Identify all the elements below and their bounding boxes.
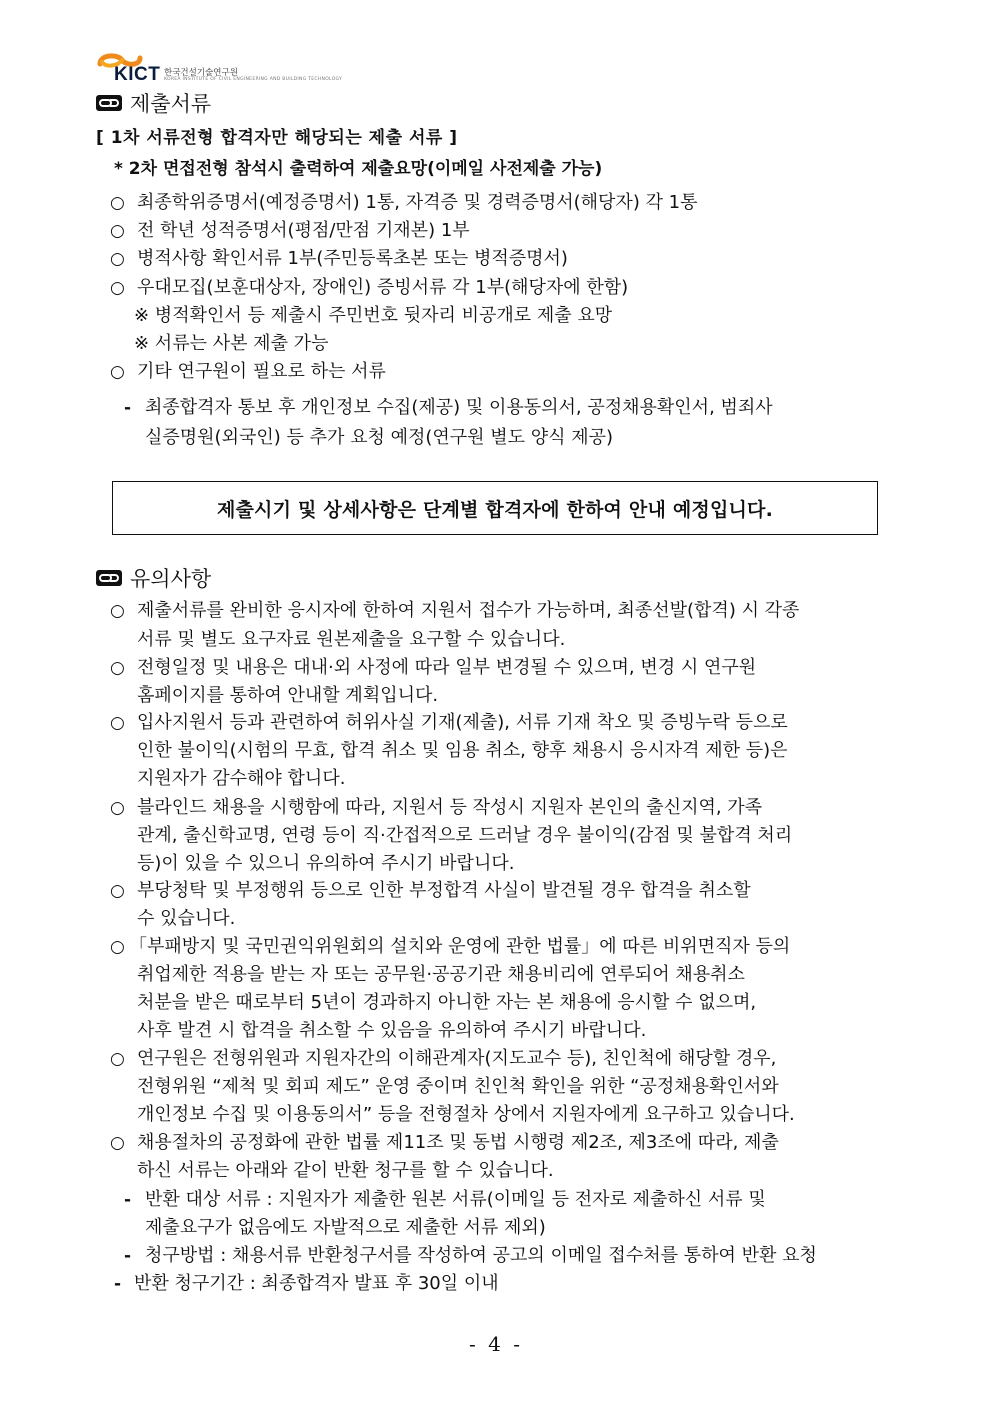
logo-org-sub: KOREA INSTITUTE OF CIVIL ENGINEERING AND BUILDING TECHNOLOGY (164, 77, 343, 82)
caution-line: 하신 서류는 아래와 같이 반환 청구를 할 수 있습니다. (137, 1160, 554, 1181)
caution-bullet: ○ (110, 1049, 125, 1069)
docs-dash: - (124, 398, 132, 418)
caution-line: 수 있습니다. (137, 908, 236, 929)
docs-heading-text: 제출서류 (130, 92, 212, 116)
caution-bullet: ○ (110, 798, 125, 818)
docs-bullet: ○ (110, 249, 125, 269)
caution-heading-text: 유의사항 (130, 567, 212, 591)
docs-subheading: [ 1차 서류전형 합격자만 해당되는 제출 서류 ] (96, 128, 458, 148)
caution-line: 인한 불이익(시험의 무효, 합격 취소 및 임용 취소, 향후 채용시 응시자격 제한 등)은 (137, 740, 788, 761)
caution-line: 개인정보 수집 및 이용동의서” 등을 전형절차 상에서 지원자에게 요구하고 있습니다. (137, 1104, 795, 1125)
docs-section-heading (96, 88, 211, 118)
caution-dash-line: 청구방법 : 채용서류 반환청구서를 작성하여 공고의 이메일 접수처를 통하여 반환 요청 (145, 1245, 817, 1266)
docs-bullet: ○ (110, 221, 125, 241)
docs-remark: ※ 병적확인서 등 제출시 주민번호 뒷자리 비공개로 제출 요망 (134, 305, 613, 326)
logo-org-name: 한국건설기술연구원 (164, 68, 238, 78)
caution-bullet: ○ (110, 937, 125, 957)
docs-item: 우대모집(보훈대상자, 장애인) 증빙서류 각 1부(해당자에 한함) (137, 277, 629, 298)
logo-brand: KICT (114, 64, 161, 85)
docs-bullet: ○ (110, 193, 125, 213)
caution-line: 취업제한 적용을 받는 자 또는 공무원·공공기관 채용비리에 연루되어 채용취소 (137, 964, 745, 985)
caution-line: 전형일정 및 내용은 대내·외 사정에 따라 일부 변경될 수 있으며, 변경 시 연구원 (137, 657, 757, 678)
page-number: - 4 - (469, 1332, 523, 1356)
caution-dash-line: 반환 대상 서류 : 지원자가 제출한 원본 서류(이메일 등 전자로 제출하신 서류 및 (145, 1189, 766, 1210)
docs-dash-line: 최종합격자 통보 후 개인정보 수집(제공) 및 이용동의서, 공정채용확인서, 범죄사 (145, 397, 773, 418)
caution-bullet: ○ (110, 713, 125, 733)
docs-dash-line: 실증명원(외국인) 등 추가 요청 예정(연구원 별도 양식 제공) (145, 427, 614, 448)
docs-item: 병적사항 확인서류 1부(주민등록초본 또는 병적증명서) (137, 248, 568, 269)
caution-bullet: ○ (110, 881, 125, 901)
caution-line: 홈페이지를 통하여 안내할 계획입니다. (137, 685, 439, 706)
notice-text: 제출시기 및 상세사항은 단계별 합격자에 한하여 안내 예정입니다. (216, 498, 774, 521)
caution-line: 서류 및 별도 요구자료 원본제출을 요구할 수 있습니다. (137, 629, 566, 650)
link-icon (96, 570, 122, 586)
caution-line: 사후 발견 시 합격을 취소할 수 있음을 유의하여 주시기 바랍니다. (137, 1020, 647, 1041)
caution-dash: - (124, 1190, 132, 1210)
docs-bullet: ○ (110, 278, 125, 298)
caution-dash: - (124, 1246, 132, 1266)
caution-dash-line: 반환 청구기간 : 최종합격자 발표 후 30일 이내 (134, 1273, 499, 1294)
caution-line: 채용절차의 공정화에 관한 법률 제11조 및 동법 시행령 제2조, 제3조에 따라, 제출 (137, 1132, 779, 1153)
caution-line: 전형위원 “제척 및 회피 제도” 운영 중이며 친인척 확인을 위한 “공정채용확인서와 (137, 1076, 779, 1097)
caution-section-heading (96, 563, 211, 593)
docs-item: 기타 연구원이 필요로 하는 서류 (137, 361, 386, 382)
docs-note: * 2차 면접전형 참석시 출력하여 제출요망(이메일 사전제출 가능) (114, 159, 603, 179)
docs-bullet: ○ (110, 362, 125, 382)
caution-line: 관계, 출신학교명, 연령 등이 직·간접적으로 드러날 경우 불이익(감점 및 불합격 처리 (137, 825, 793, 846)
kict-logo (96, 50, 343, 86)
notice-box (112, 481, 878, 535)
caution-line: 등)이 있을 수 있으니 유의하여 주시기 바랍니다. (137, 853, 515, 874)
caution-bullet: ○ (110, 601, 125, 621)
caution-dash-line: 제출요구가 없음에도 자발적으로 제출한 서류 제외) (145, 1217, 546, 1238)
caution-bullet: ○ (110, 1133, 125, 1153)
caution-line: 지원자가 감수해야 합니다. (137, 768, 346, 789)
docs-item: 최종학위증명서(예정증명서) 1통, 자격증 및 경력증명서(해당자) 각 1통 (137, 192, 698, 213)
caution-line: 부당청탁 및 부정행위 등으로 인한 부정합격 사실이 발견될 경우 합격을 취소할 (137, 880, 751, 901)
docs-remark: ※ 서류는 사본 제출 가능 (134, 333, 329, 354)
caution-line: 블라인드 채용을 시행함에 따라, 지원서 등 작성시 지원자 본인의 출신지역, 가족 (137, 797, 763, 818)
caution-line: 「부패방지 및 국민권익위원회의 설치와 운영에 관한 법률」에 따른 비위면직자 등의 (129, 936, 791, 957)
caution-line: 연구원은 전형위원과 지원자간의 이해관계자(지도교수 등), 친인척에 해당할 경우, (137, 1048, 777, 1069)
caution-line: 입사지원서 등과 관련하여 허위사실 기재(제출), 서류 기재 착오 및 증빙누락 등으로 (137, 712, 788, 733)
caution-line: 제출서류를 완비한 응시자에 한하여 지원서 접수가 가능하며, 최종선발(합격) 시 각종 (137, 600, 800, 621)
docs-item: 전 학년 성적증명서(평점/만점 기재본) 1부 (137, 220, 470, 241)
link-icon (96, 95, 122, 111)
caution-dash: - (114, 1274, 122, 1294)
caution-bullet: ○ (110, 658, 125, 678)
caution-line: 처분을 받은 때로부터 5년이 경과하지 아니한 자는 본 채용에 응시할 수 없으며, (137, 992, 757, 1013)
